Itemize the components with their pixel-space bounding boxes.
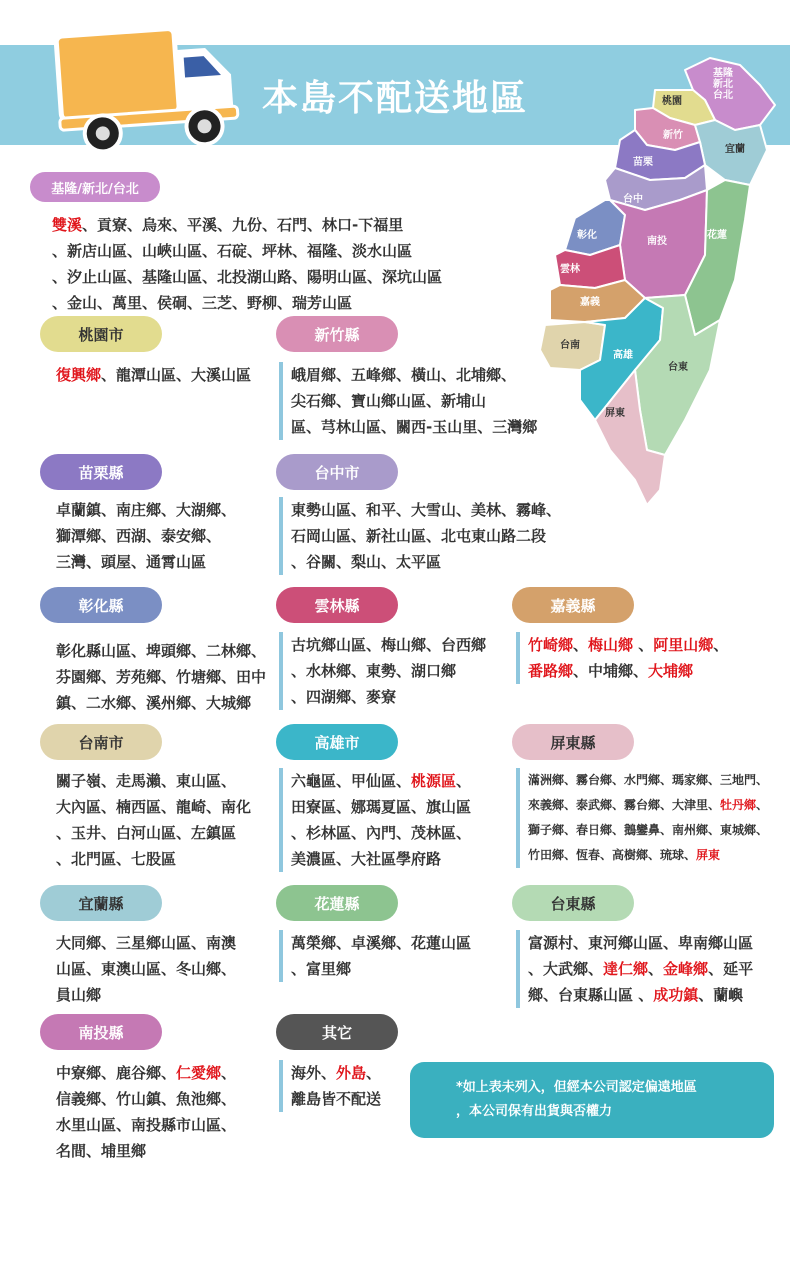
region-list-line [291,549,561,575]
town-text: 、新店山區、山峽山區、石碇、坪林、福隆、淡水山區 [52,242,413,260]
town-text: 三灣、頭屋、通霄山區 [56,553,207,571]
map-label-pingtung: 屏東 [605,408,625,419]
town-text: 、龍潭山區、大溪山區 [101,366,252,384]
region-name: 新竹縣 [314,325,360,344]
region-list-yunlin [279,632,486,710]
town-text: 卓蘭鎮、南庄鄉、大湖鄉、 [56,501,237,519]
town-text: 東勢山區、和平、大雪山、美林、霧峰、 [291,501,562,519]
town-text: 古坑鄉山區、梅山鄉、台西鄉 [291,636,487,654]
region-list-line [56,1138,236,1164]
region-list-line [52,212,442,238]
town-text: 名間、埔里鄉 [56,1142,147,1160]
region-badge-changhua [40,587,162,623]
region-list-line [291,846,471,872]
region-badge-taoyuan [40,316,162,352]
town-text: 、大武鄉、 [528,960,604,978]
region-badge-taitung [512,885,634,921]
highlighted-town: 復興鄉 [56,366,102,384]
region-list-line [291,794,471,820]
highlighted-town: 雙溪 [52,216,83,234]
town-text: 尖石鄉、寶山鄉山區、新埔山 [291,392,487,410]
town-text: 、金山、萬里、侯硐、三芝、野柳、瑞芳山區 [52,294,353,312]
region-name: 苗栗縣 [78,463,124,482]
note-line-1: *如上表未列入，但經本公司認定偏遠地區 [456,1080,697,1095]
region-list-hsinchu [279,362,537,440]
region-list-line [56,982,236,1008]
region-badge-chiayi [512,587,634,623]
town-text: 石岡山區、新社山區、北屯東山路二段 [291,527,547,545]
town-text: 滿洲鄉、霧台鄉、水門鄉、瑪家鄉、三地門、 [528,773,769,787]
region-list-taitung [516,930,753,1008]
map-label-taichung: 台中 [623,194,643,205]
region-name: 花蓮縣 [314,894,360,913]
highlighted-town: 仁愛鄉 [176,1064,222,1082]
town-text: 獅子鄉、春日鄉、鵝鑾鼻、南州鄉、東城鄉、 [528,823,769,837]
taiwan-map [535,50,785,515]
region-list-line [291,388,537,414]
town-text: 區、芎林山區、關西-玉山里、三灣鄉 [291,418,538,436]
town-text: 、 [713,636,729,654]
town-text: 富源村、東河鄉山區、卑南鄉山區 [528,934,754,952]
region-list-line [291,684,486,710]
region-list-line [52,238,442,264]
region-list-line [56,523,236,549]
region-name: 台中市 [314,463,360,482]
region-name: 嘉義縣 [550,596,596,615]
town-text: 大內區、楠西區、龍崎、南化 [56,798,252,816]
town-text: 、富里鄉 [291,960,352,978]
map-label-yunlin: 雲林 [560,264,580,275]
town-text: 、 [633,636,654,654]
town-text: 海外、 [291,1064,337,1082]
region-name: 宜蘭縣 [78,894,124,913]
region-badge-miaoli [40,454,162,490]
region-list-line [291,1086,381,1112]
region-list-taichung [279,497,561,575]
region-list-line [56,362,251,388]
town-text: 、玉井、白河山區、左鎮區 [56,824,237,842]
map-label-changhua: 彰化 [577,230,597,241]
region-list-line [291,632,486,658]
region-name: 台東縣 [550,894,596,913]
region-list-line [56,846,251,872]
region-list-line [52,290,442,316]
region-name: 高雄市 [314,733,360,752]
region-list-line [528,843,768,868]
region-list-line [291,658,486,684]
town-text: 萬榮鄉、卓溪鄉、花蓮山區 [291,934,472,952]
town-text: 員山鄉 [56,986,102,1004]
region-badge-other [276,1014,398,1050]
region-list-yilan [56,930,236,1008]
town-text: 六龜區、甲仙區、 [291,772,412,790]
highlighted-town: 達仁鄉 [603,960,649,978]
town-text: 、 [456,772,472,790]
highlighted-town: 阿里山鄉 [653,636,714,654]
region-list-line [528,930,753,956]
region-list-line [52,264,442,290]
town-text: 、谷關、梨山、太平區 [291,553,442,571]
region-name: 南投縣 [78,1023,124,1042]
region-list-miaoli [56,497,236,575]
town-text: 、延平 [708,960,754,978]
town-text: 獅潭鄉、西湖、泰安鄉、 [56,527,222,545]
region-list-line [528,818,768,843]
note-line-2: ，本公司保有出貨與否權力 [456,1104,613,1119]
region-name: 雲林縣 [314,596,360,615]
map-label-hsinchu: 新竹 [663,130,683,141]
region-list-line [291,956,471,982]
region-list-line [291,930,471,956]
region-list-line [528,956,753,982]
town-text: 鄉、台東縣山區 、 [528,986,654,1004]
town-text: 峨眉鄉、五峰鄉、橫山、北埔鄉、 [291,366,517,384]
town-text: 、 [648,960,664,978]
region-list-line [291,497,561,523]
region-badge-pingtung [512,724,634,760]
region-list-line [291,523,561,549]
region-list-line [291,362,537,388]
town-text: 信義鄉、竹山鎮、魚池鄉、 [56,1090,237,1108]
map-label-miaoli: 苗栗 [633,157,653,168]
region-badge-tainan [40,724,162,760]
town-text: 山區、東澳山區、冬山鄉、 [56,960,237,978]
town-text: 彰化縣山區、埤頭鄉、二林鄉、 [56,642,267,660]
town-text: 芬園鄉、芳苑鄉、竹塘鄉、田中 [56,668,267,686]
map-label-yilan: 宜蘭 [725,144,745,155]
region-list-line [291,1060,381,1086]
region-list-line [56,956,236,982]
town-text: 、杉林區、內門、茂林區、 [291,824,472,842]
region-list-line [56,664,266,690]
region-list-line [291,820,471,846]
highlighted-town: 屏東 [696,848,721,862]
map-label-tainan: 台南 [560,340,580,351]
town-text: 田寮區、娜瑪夏區、旗山區 [291,798,472,816]
highlighted-town: 桃源區 [411,772,457,790]
town-text: 、 [366,1064,382,1082]
highlighted-town: 番路鄉 [528,662,574,680]
map-label-taoyuan: 桃園 [662,96,682,107]
town-text: 竹田鄉、恆春、高樹鄉、琉球、 [528,848,697,862]
region-badge-hsinchu [276,316,398,352]
map-label-kaohsiung: 高雄 [613,350,633,361]
page-title: 本島不配送地區 [262,78,529,119]
region-list-tainan [56,768,251,872]
region-list-line [56,497,236,523]
highlighted-town: 梅山鄉 [588,636,634,654]
region-badge-nantou [40,1014,162,1050]
region-list-line [56,794,251,820]
region-list-line [56,768,251,794]
region-list-line [56,930,236,956]
region-list-line [528,768,768,793]
region-list-line [291,768,471,794]
town-text: 、四湖鄉、麥寮 [291,688,397,706]
region-list-hualien [279,930,471,982]
town-text: 、北門區、七股區 [56,850,177,868]
highlighted-town: 金峰鄉 [663,960,709,978]
town-text: 水里山區、南投縣市山區、 [56,1116,237,1134]
region-name: 屏東縣 [550,733,596,752]
region-list-line [528,982,753,1008]
town-text: 大同鄉、三星鄉山區、南澳 [56,934,237,952]
region-list-line [291,414,537,440]
map-label-hualien: 花蓮 [707,230,727,241]
highlighted-town: 竹崎鄉 [528,636,574,654]
highlighted-town: 牡丹鄉 [720,798,757,812]
town-text: 來義鄉、泰武鄉、霧台鄉、大津里、 [528,798,721,812]
highlighted-town: 外島 [336,1064,367,1082]
map-label-taitung: 台東 [668,362,688,373]
region-list-taoyuan [56,362,251,388]
region-list-nantou [56,1060,236,1164]
region-list-kaohsiung [279,768,471,872]
region-list-line [56,638,266,664]
region-badge-yilan [40,885,162,921]
town-text: 、貢寮、烏來、平溪、九份、石門、林口-下福里 [82,216,404,234]
town-text: 、 [221,1064,237,1082]
region-name: 桃園市 [78,325,124,344]
delivery-truck-icon [50,22,250,162]
highlighted-town: 成功鎮 [653,986,699,1004]
region-badge-keelung [30,172,160,202]
town-text: 美濃區、大社區學府路 [291,850,442,868]
town-text: 離島皆不配送 [291,1090,382,1108]
region-list-changhua [56,638,266,716]
region-badge-hualien [276,885,398,921]
region-list-line [528,658,728,684]
town-text: 中寮鄉、鹿谷鄉、 [56,1064,177,1082]
region-list-other [279,1060,381,1112]
region-name: 台南市 [78,733,124,752]
region-list-line [528,793,768,818]
region-list-keelung [52,212,442,316]
disclaimer-note [410,1062,774,1138]
region-badge-kaohsiung [276,724,398,760]
map-label-nantou: 南投 [647,236,667,247]
region-name: 基隆/新北/台北 [51,181,139,197]
town-text: 、 [573,636,589,654]
region-list-line [56,820,251,846]
highlighted-town: 大埔鄉 [648,662,694,680]
region-list-line [56,1086,236,1112]
region-list-pingtung [516,768,768,868]
region-list-line [56,690,266,716]
region-name: 彰化縣 [78,596,124,615]
map-label-chiayi: 嘉義 [580,297,600,308]
town-text: 、汐止山區、基隆山區、北投湖山路、陽明山區、深坑山區 [52,268,443,286]
town-text: 、蘭嶼 [698,986,744,1004]
region-list-chiayi [516,632,728,684]
region-badge-yunlin [276,587,398,623]
region-list-line [56,1112,236,1138]
region-badge-taichung [276,454,398,490]
map-label-keelung: 基隆新北台北 [713,68,733,101]
town-text: 關子嶺、走馬瀨、東山區、 [56,772,237,790]
town-text: 、中埔鄉、 [573,662,649,680]
town-text: 鎮、二水鄉、溪州鄉、大城鄉 [56,694,252,712]
region-list-line [56,1060,236,1086]
region-name: 其它 [321,1023,352,1042]
region-list-line [528,632,728,658]
town-text: 、 [756,798,769,812]
region-list-line [56,549,236,575]
town-text: 、水林鄉、東勢、湖口鄉 [291,662,457,680]
